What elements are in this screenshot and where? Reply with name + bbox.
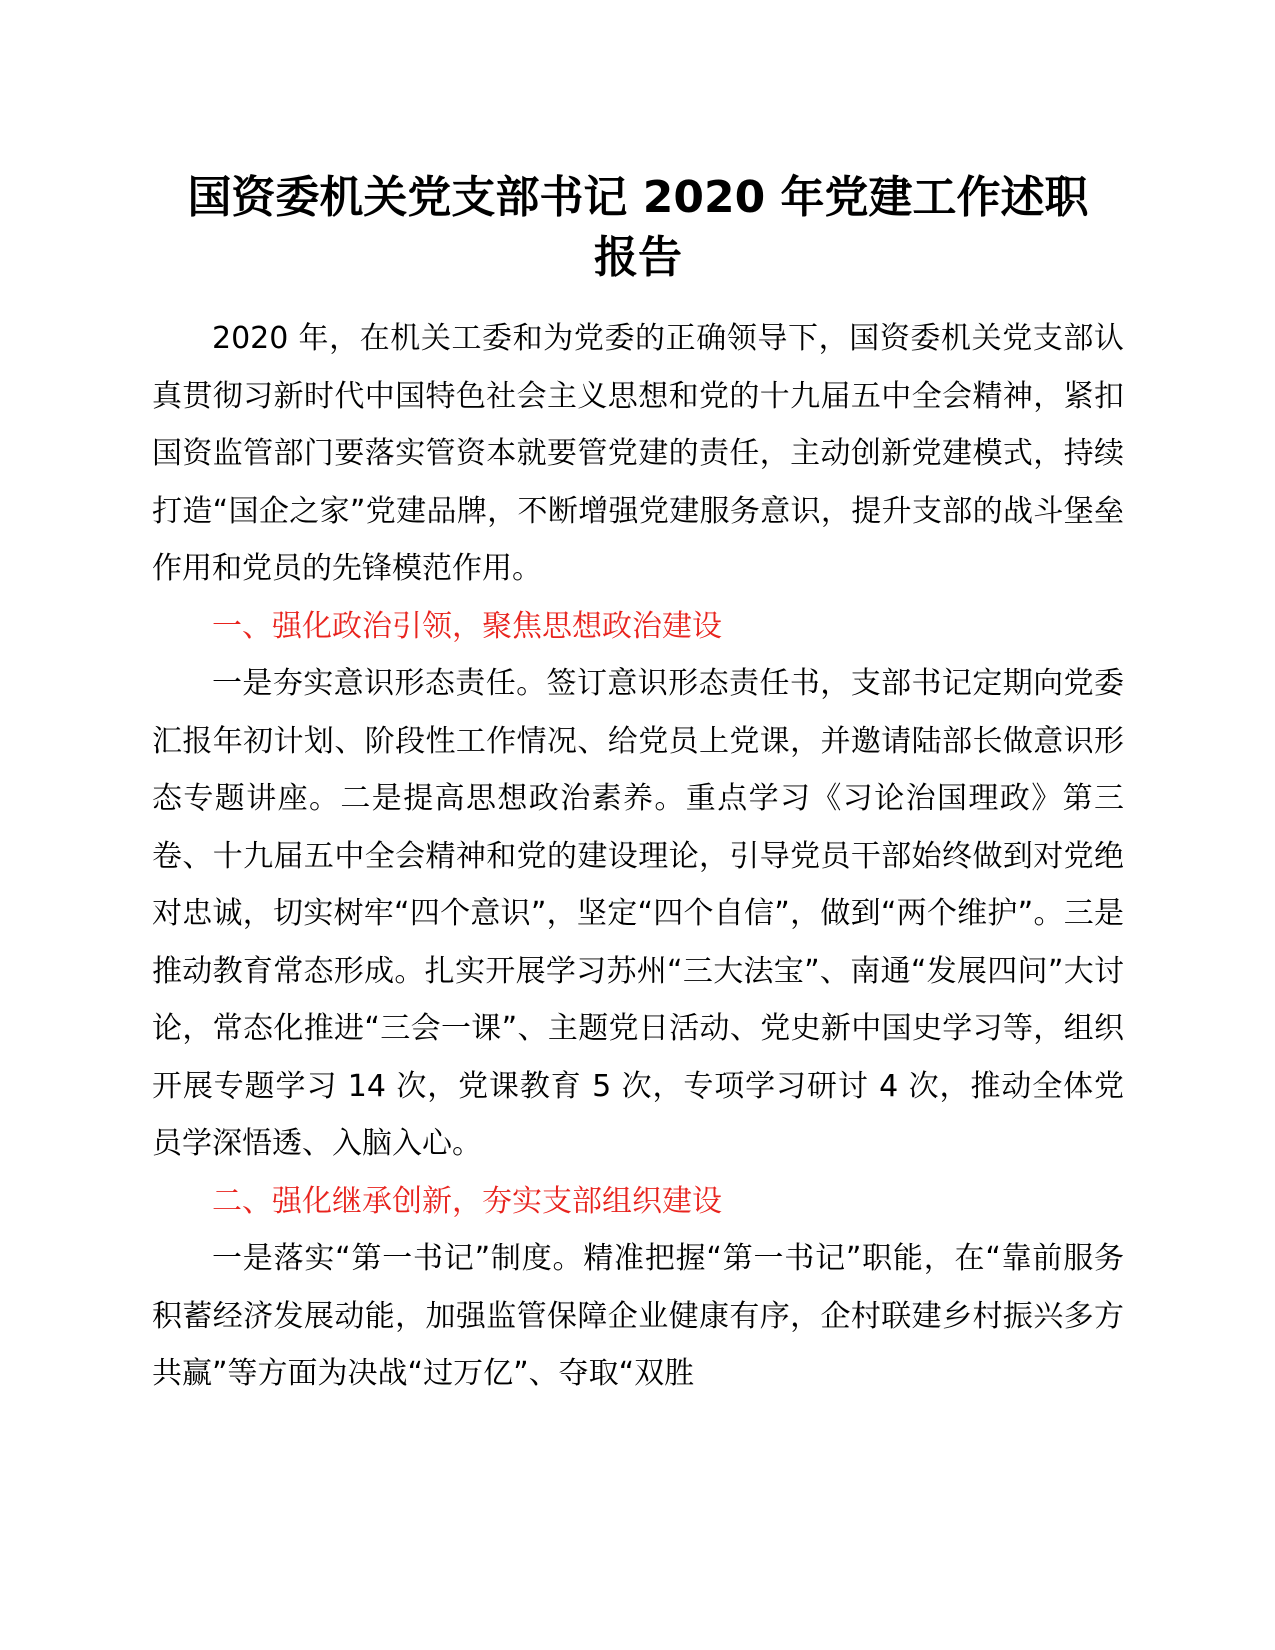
intro-paragraph: 2020 年，在机关工委和为党委的正确领导下，国资委机关党支部认真贯彻习新时代中国特色社会主义思想和党的十九届五中全会精神，紧扣国资监管部门要落实管资本就要管党建的责任，主动创新党建模式，持续打造“国企之家”党建品牌，不断增强党建服务意识，提升支部的战斗堡垒作用和党员的先锋模范作用。 [152,321,1124,586]
section-1-paragraph: 一是夯实意识形态责任。签订意识形态责任书，支部书记定期向党委汇报年初计划、阶段性工作情况、给党员上党课，并邀请陆部长做意识形态专题讲座。二是提高思想政治素养。重点学习《习论治国理政》第三卷、十九届五中全会精神和党的建设理论，引导党员干部始终做到对党绝对忠诚，切实树牢“四个意识”，坚定“四个自信”，做到“两个维护”。三是推动教育常态形成。扎实开展学习苏州“三大法宝”、南通“发展四问”大讨论，常态化推进“三会一课”、主题党日活动、党史新中国史学习等，组织开展专题学习 14 次，党课教育 5 次，专项学习研讨 4 次，推动全体党员学深悟透、入脑入心。 [152,666,1124,1161]
document-body [152,310,1124,1403]
section-2-paragraph: 一是落实“第一书记”制度。精准把握“第一书记”职能，在“靠前服务积蓄经济发展动能，加强监管保障企业健康有序，企村联建乡村振兴多方共赢”等方面为决战“过万亿”、夺取“双胜 [152,1241,1124,1391]
document-title [152,168,1124,288]
document-page [152,0,1124,1650]
title-line-1: 国资委机关党支部书记 2020 年党建工作述职 [187,172,1089,223]
section-2-heading: 二、强化继承创新，夯实支部组织建设 [212,1183,722,1219]
title-line-2: 报告 [594,232,682,283]
section-1-heading: 一、强化政治引领，聚焦思想政治建设 [212,608,722,644]
